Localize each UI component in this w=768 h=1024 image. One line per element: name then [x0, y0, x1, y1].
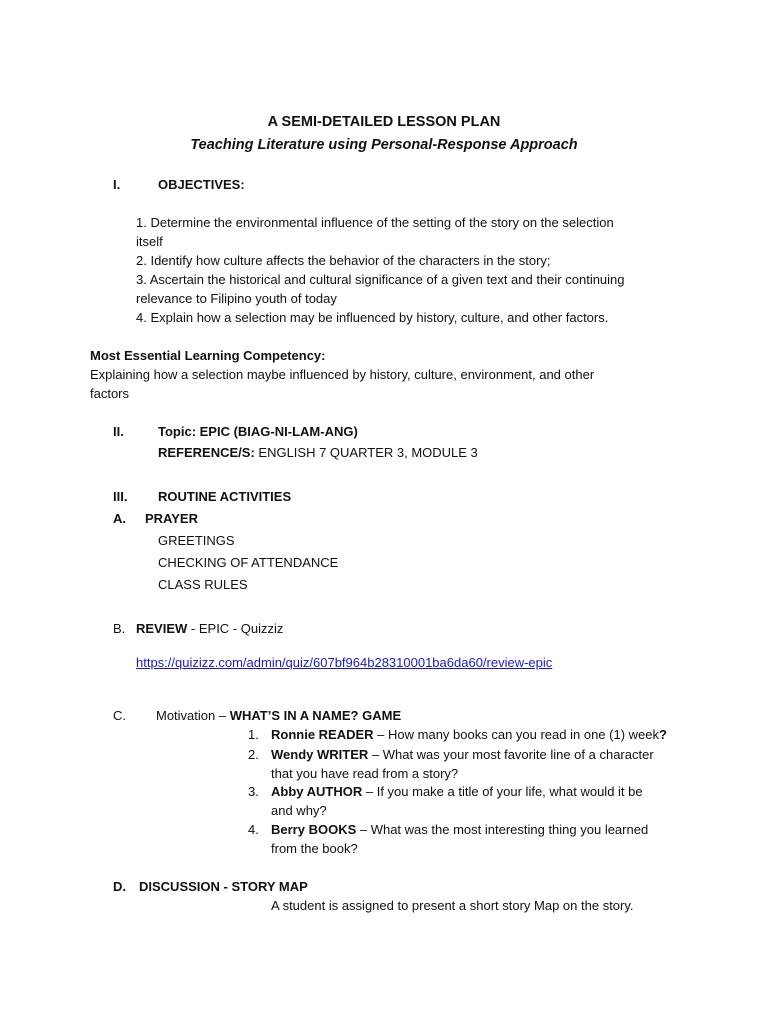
list-item [271, 820, 648, 839]
review-line [136, 619, 283, 638]
question-text-cont: from the book? [271, 841, 358, 856]
routine-heading: ROUTINE ACTIVITIES [158, 489, 292, 504]
game-title: WHAT’S IN A NAME? GAME [229, 708, 402, 723]
character-name: Wendy WRITER [271, 747, 369, 762]
quiz-link[interactable]: https://quizizz.com/admin/quiz/607bf964b28310001ba6da60/review-epic [136, 655, 553, 670]
routine-item: CLASS RULES [158, 577, 248, 592]
objectives-heading: OBJECTIVES: [158, 177, 245, 192]
page-title: A SEMI-DETAILED LESSON PLAN [267, 114, 501, 130]
objective-line: relevance to Filipino youth of today [136, 291, 337, 306]
list-number: 1. [248, 727, 259, 742]
topic-label: Topic: EPIC (BIAG-NI-LAM-ANG) [158, 424, 358, 439]
list-item [271, 782, 643, 801]
reference-line [158, 443, 478, 462]
competency-heading: Most Essential Learning Competency: [90, 348, 326, 363]
section-numeral-1: I. [113, 177, 121, 192]
competency-text: Explaining how a selection maybe influenced by history, culture, environment, and other [90, 367, 595, 382]
reference-label: REFERENCE/S: [158, 445, 255, 460]
section-numeral-3: III. [113, 489, 128, 504]
question-text: – How many books can you read in one (1) week [373, 727, 659, 742]
objective-line: 2. Identify how culture affects the behavior of the characters in the story; [136, 253, 551, 268]
routine-item: GREETINGS [158, 533, 235, 548]
subsection-letter-d: D. [113, 879, 126, 894]
subsection-letter-a: A. [113, 511, 126, 526]
competency-text: factors [90, 386, 130, 401]
discussion-heading: DISCUSSION - STORY MAP [139, 879, 308, 894]
motivation-dash: – [215, 708, 230, 723]
question-text: – If you make a title of your life, what would it be [362, 784, 643, 799]
section-numeral-2: II. [113, 424, 124, 439]
reference-value: ENGLISH 7 QUARTER 3, MODULE 3 [254, 445, 478, 460]
question-mark: ? [659, 727, 667, 742]
objective-line: 4. Explain how a selection may be influenced by history, culture, and other factors. [136, 310, 609, 325]
list-item [271, 745, 654, 764]
review-label: REVIEW [136, 621, 188, 636]
motivation-heading [156, 706, 401, 725]
objective-line: 1. Determine the environmental influence of the setting of the story on the selection [136, 215, 614, 230]
discussion-text: A student is assigned to present a short story Map on the story. [271, 898, 634, 913]
character-name: Abby AUTHOR [271, 784, 363, 799]
subsection-letter-c: C. [113, 708, 126, 723]
list-item [271, 725, 667, 744]
page-subtitle: Teaching Literature using Personal-Response Approach [190, 137, 578, 153]
question-text: – What was the most interesting thing you learned [356, 822, 649, 837]
question-text: – What was your most favorite line of a character [368, 747, 654, 762]
character-name: Ronnie READER [271, 727, 374, 742]
list-number: 3. [248, 784, 259, 799]
character-name: Berry BOOKS [271, 822, 357, 837]
list-number: 2. [248, 747, 259, 762]
prayer-heading: PRAYER [145, 511, 198, 526]
routine-item: CHECKING OF ATTENDANCE [158, 555, 339, 570]
objective-line: 3. Ascertain the historical and cultural significance of a given text and their continuing [136, 272, 625, 287]
motivation-label: Motivation [156, 708, 216, 723]
list-number: 4. [248, 822, 259, 837]
objective-line: itself [136, 234, 163, 249]
question-text-cont: that you have read from a story? [271, 766, 459, 781]
subsection-letter-b: B. [113, 621, 126, 636]
review-text: - EPIC - Quizziz [187, 621, 284, 636]
question-text-cont: and why? [271, 803, 327, 818]
